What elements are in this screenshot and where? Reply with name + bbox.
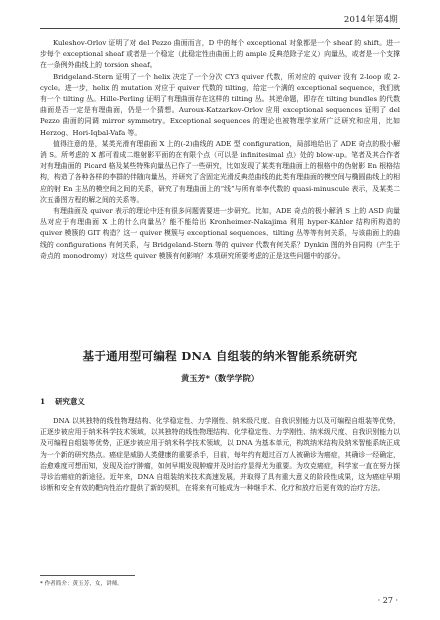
- body-paragraph-4: 有理曲面及 quiver 表示的理论中还有很多问题需要进一步研究。比如，ADE 奇点的极小解消 S 上的 ASD 向量丛对应于有理曲面 X 上的什么向量丛？能不能给出 Kronheimer-Nakajima 利用 hyper-Kähler 结构所构造的 quiver 模簇的 GIT 构造？这一 quiver 模簇与 exceptional sequences、tilting 丛等等有何关系，与该曲面上的曲线的 configurations 有何关系，与 Bridgeland-Stern 等的 quiver 代数有何关系？Dynkin 图的外自同构（产生于奇点的 monodromy）对这些 quiver 模簇有何影响？本项研究所要考虑的正是这些问题中的部分。: [40, 207, 400, 260]
- footnote: * 作者简介：黄玉芳，女，讲师。: [40, 581, 123, 587]
- article-author: 黄玉芳*（数学学院）: [181, 373, 259, 383]
- header-rule: [40, 28, 400, 29]
- section-title: 研究意义: [55, 397, 85, 406]
- section-body: [40, 416, 400, 494]
- page-number: · 27 ·: [377, 596, 398, 605]
- footnote-rule: [40, 575, 135, 576]
- article-title: 基于通用型可编程 DNA 自组装的纳米智能系统研究: [82, 349, 358, 363]
- body-paragraph-1: Kuleshov-Orlov 证明了对 del Pezzo 曲面而言，D 中的每个 exceptional 对象都是一个 sheaf 的 shift。进一步每个 exceptional sheaf 或者是一个稳定（此稳定性由曲面上的 ample 反典范除子定义）向量丛，或者是一个支撑在一条例外曲线上的 torsion sheaf。: [40, 39, 400, 70]
- section-paragraph-1: DNA 以其独特的线性物理结构、化学稳定性、力学刚性、纳米级尺度、自我识别能力以及可编程自组装等优势，正逐步被应用于纳米科学技术领域，以其独特的线性物理结构、化学稳定性、力学刚性、纳米级尺度、自我识别能力以及可编程自组装等优势，正逐步被应用于纳米科学技术领域，以 DNA 为基本单元，构筑纳米结构及纳米智能系统正成为一个新的研究热点。癌症是威胁人类健康的重要杀手，目前，每年约有超过百万人被确诊为癌症，其确诊一经确定，治愈难度可想而知，发现及治疗肿瘤，如何早期发现肿瘤并及时治疗显得尤为重要。为攻克癌症，科学家一直在努力探寻诊治癌症的新途径。近年来，DNA 自组装纳米技术高速发展，并取得了具有重大意义的阶段性成果，这为癌症早期诊断和安全有效的靶向性治疗提供了新的契机，在将来有可能成为一种继手术、化疗和放疗后更有效的治疗方法。: [40, 417, 400, 493]
- section-heading: [40, 396, 85, 407]
- body-paragraph-2: Bridgeland-Stern 证明了一个 helix 决定了一个分次 CY3 quiver 代数，所对应的 quiver 没有 2-loop 或 2-cycle。进一步，helix 的 mutation 对应于 quiver 代数的 tilting，给定一个满的 exceptional sequence，我们就有一个 tilting 丛。Hille-Perling 证明了有理曲面存在这样的 tilting 丛。其逆命题，即存在 tilting bundles 的代数曲面是否一定是有理曲面，仍是一个猜想。Auroux-Katzarkov-Orlov 应用 exceptional sequences 证明了 del Pezzo 曲面的同调 mirror symmetry。Exceptional sequences 的理论也被物理学家所广泛研究和应用，比如 Herzog、Hori-Iqbal-Vafa 等。: [40, 72, 400, 137]
- section-number: 1: [40, 397, 46, 406]
- previous-article-body: [40, 38, 400, 262]
- body-paragraph-3: 值得注意的是，某类光滑有理曲面 X 上的(-2)曲线的 ADE 型 configuration，局部地给出了 ADE 奇点的极小解消 S。所考虑的 X 都可看成二维射影平面的在有限个点（可以是 infinitesimal 点）处的 blow-up。笔者及其合作者对有理曲面的 Picard 格及某些特殊向量丛已作了一些研究，比如发现了某类有理曲面上的根格中的伪射影 En 根格结构，构造了各种各样的李群的伴随向量丛，并研究了含固定光滑反典范曲线的此类有理曲面的模空间与椭圆曲线上的相应的射 En 主丛的模空间之间的关系，研究了有理曲面上的“线”与所有单李代数的 quasi-minuscule 表示，及某类二次五番图方程的解之间的关系等。: [40, 139, 400, 204]
- issue-label: 2014年第4期: [343, 15, 398, 25]
